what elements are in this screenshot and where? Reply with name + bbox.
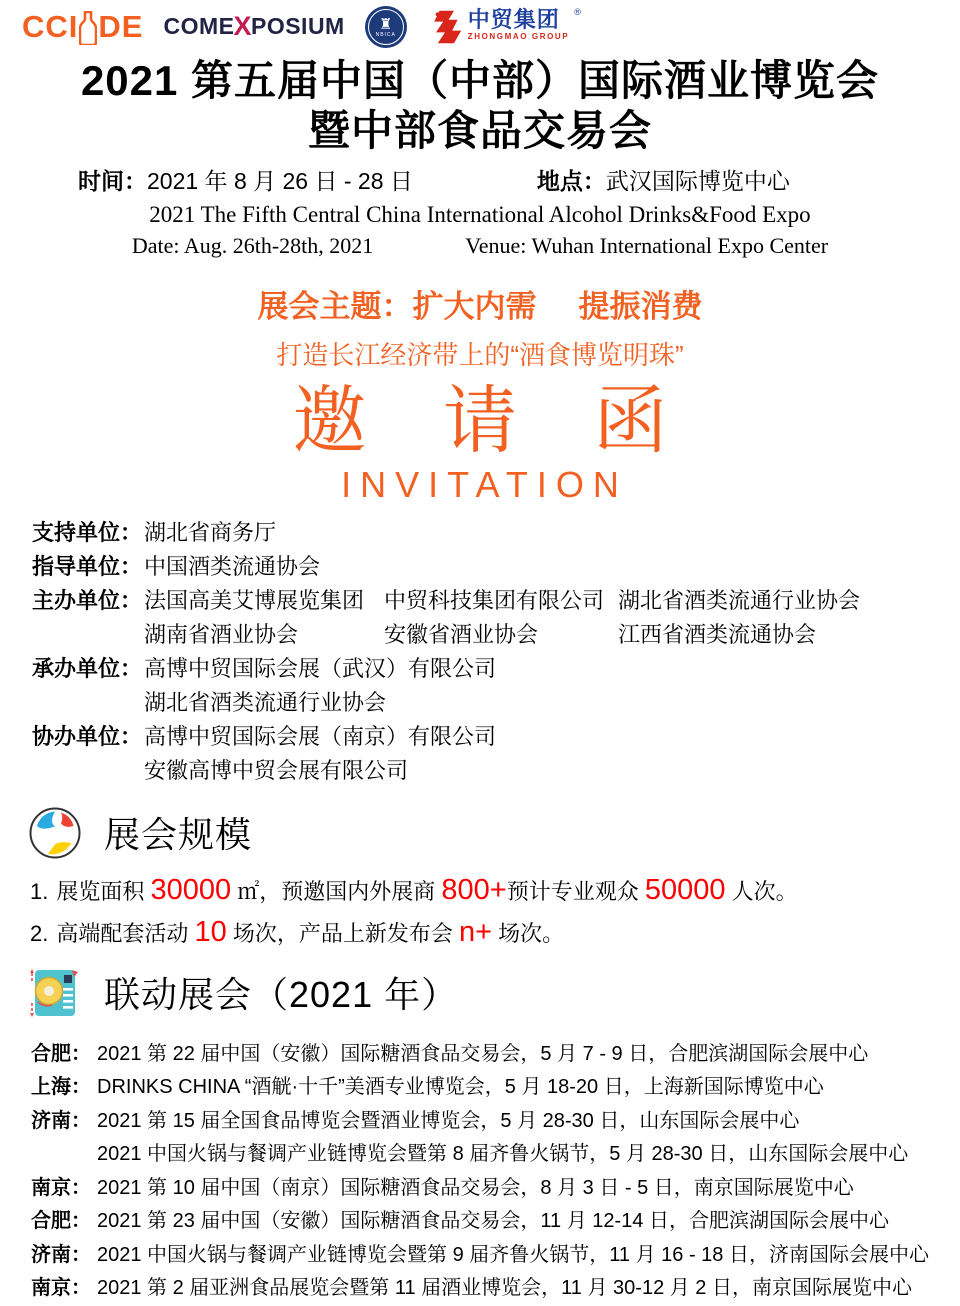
event-row [31,1172,960,1206]
organizer-row [32,588,960,656]
organizer-lines [144,588,960,656]
highlight-number: 30000 [150,873,232,906]
zhongmao-logo [427,6,581,45]
event-row [31,1138,960,1172]
cciade-logo [22,11,143,43]
cciade-text-pre: CCI [22,9,79,44]
theme-label: 展会主题： [257,288,413,324]
highlight-number: 10 [194,915,227,948]
linked-section-title: 联动展会（2021 年） [104,974,459,1016]
scale-text: ㎡，预邀国内外展商 [231,878,442,904]
zhongmao-text [467,6,570,41]
english-title: 2021 The Fifth Central China International Alcohol Drinks&Food Expo [149,201,811,227]
scale-item [30,912,960,954]
scale-item-number: 2. [30,920,49,946]
zhongmao-en: ZHONGMAO GROUP [467,31,570,41]
organizer-label: 支持单位： [32,519,143,545]
organizer-line [144,724,960,750]
scale-text: 展览面积 [56,878,151,904]
organizer-name: 湖北省酒类流通行业协会 [618,587,861,613]
comex-x-mark: X [233,11,252,41]
organizer-line [144,690,960,716]
comex-text-post: POSIUM [250,13,345,39]
organizer-line [144,656,960,682]
linked-section-header [28,966,960,1020]
time-label: 时间： [78,167,147,194]
organizer-row [32,554,960,588]
time-value: 2021 年 8 月 26 日 - 28 日 [147,167,413,194]
comex-text-pre: COME [163,13,235,39]
logo-bar [0,0,960,48]
linked-events-list [31,1038,960,1306]
event-row [31,1071,960,1105]
event-description: DRINKS CHINA “酒觥·十千”美酒专业博览会，5 月 18-20 日，上海新国际博览中心 [97,1076,824,1099]
title-line1: 2021 第五届中国（中部）国际酒业博览会 [80,57,880,104]
english-venue: Venue: Wuhan International Expo Center [465,232,829,258]
organizer-label: 指导单位： [32,553,143,579]
zhongmao-cn: 中贸集团 [467,6,560,32]
globe-icon [28,806,82,860]
invitation-en: INVITATION [341,463,628,505]
expo-theme-line [0,281,960,326]
page-title [0,56,960,157]
scale-list [30,870,960,954]
organizer-name: 法国高美艾博展览集团 [144,587,365,613]
organizer-name: 高博中贸国际会展（武汉）有限公司 [144,655,497,681]
organizer-line [144,622,960,648]
scale-text: 场次。 [492,920,565,946]
highlight-number: 50000 [644,873,726,906]
organizer-name: 高博中贸国际会展（南京）有限公司 [144,723,497,749]
english-date: Date: Aug. 26th-28th, 2021 [131,232,374,258]
datetime-venue-line [78,167,960,197]
organizer-name: 安徽省酒业协会 [384,621,539,647]
organizer-line [144,588,960,614]
organizer-lines [144,724,960,792]
zhongmao-mark-icon [427,9,463,45]
organizer-line [144,554,960,580]
event-description: 2021 第 23 届中国（安徽）国际糖酒食品交易会，11 月 12-14 日，合肥滨湖国际会展中心 [97,1210,889,1233]
expo-slogan-line: 打造长江经济带上的“酒食博览明珠” [276,339,684,370]
event-description: 2021 第 22 届中国（安徽）国际糖酒食品交易会，5 月 7 - 9 日，合肥滨湖国际会展中心 [97,1042,869,1065]
report-chart-icon [28,966,82,1020]
organizer-lines [144,520,960,554]
event-description: 2021 第 2 届亚洲食品展览会暨第 11 届酒业博览会，11 月 30-12 月 2 日，南京国际展览中心 [97,1277,912,1300]
organizer-row [32,520,960,554]
organizer-name: 中国酒类流通协会 [144,553,321,579]
organizer-lines [144,656,960,724]
organizer-row [32,656,960,724]
event-row [31,1272,960,1306]
scale-text: 预计专业观众 [506,878,645,904]
comexposium-logo [163,13,344,40]
association-seal-logo [365,6,407,48]
highlight-number: n+ [458,915,493,948]
english-date-venue [0,233,960,259]
event-city-label: 济南： [31,1243,91,1266]
organizer-line [144,520,960,546]
organizer-name: 湖南省酒业协会 [144,621,299,647]
organizer-label: 协办单位： [32,723,143,749]
organizer-label: 承办单位： [32,655,143,681]
organizer-name: 安徽高博中贸会展有限公司 [144,757,409,783]
event-description: 2021 第 15 届全国食品博览会暨酒业博览会，5 月 28-30 日，山东国际会展中心 [97,1109,800,1132]
organizers [32,520,960,792]
bottle-icon [79,11,97,45]
scale-text: 人次。 [725,878,798,904]
scale-text: 高端配套活动 [56,920,195,946]
organizer-name: 湖北省商务厅 [144,519,277,545]
venue-value: 武汉国际博览中心 [605,167,790,194]
scale-section-header [28,806,960,860]
scale-item-number: 1. [30,878,49,904]
organizer-name: 中贸科技集团有限公司 [384,587,605,613]
event-city-label: 上海： [31,1076,91,1099]
event-city-label: 合肥： [31,1042,91,1065]
event-description: 2021 中国火锅与餐调产业链博览会暨第 8 届齐鲁火锅节，5 月 28-30 日，山东国际会展中心 [97,1143,909,1166]
event-row [31,1038,960,1072]
cciade-text-post: DE [98,9,144,44]
event-description: 2021 第 10 届中国（南京）国际糖酒食品交易会，8 月 3 日 - 5 日，南京国际展览中心 [97,1176,854,1199]
title-line2: 暨中部食品交易会 [307,107,652,155]
event-row [31,1239,960,1273]
organizer-name: 江西省酒类流通协会 [618,621,817,647]
seal-emblem-icon: ♜ [378,16,393,33]
highlight-number: 800+ [441,873,507,906]
event-city-label: 南京： [31,1277,91,1300]
event-row [31,1105,960,1139]
organizer-line [144,758,960,784]
event-city-label [31,1138,97,1172]
event-city-label: 济南： [31,1109,91,1132]
venue-label: 地点： [536,167,606,194]
event-city-label: 合肥： [31,1210,91,1233]
registered-mark: ® [574,6,581,17]
organizer-label: 主办单位： [32,587,143,613]
event-row [31,1205,960,1239]
info-gap [413,167,537,197]
event-city-label: 南京： [31,1176,91,1199]
scale-text: 场次，产品上新发布会 [226,920,459,946]
scale-item [30,870,960,912]
event-description: 2021 中国火锅与餐调产业链博览会暨第 9 届齐鲁火锅节，11 月 16 - 18 日，济南国际会展中心 [97,1243,929,1266]
theme-part2: 提振消费 [578,288,703,324]
organizer-name: 湖北省酒类流通行业协会 [144,689,387,715]
invitation-cn: 邀 请 函 [292,378,696,462]
theme-part1: 扩大内需 [412,288,537,324]
organizer-lines [144,554,960,588]
seal-caption: NBICA [375,32,396,38]
organizer-row [32,724,960,792]
scale-section-title: 展会规模 [104,814,253,856]
